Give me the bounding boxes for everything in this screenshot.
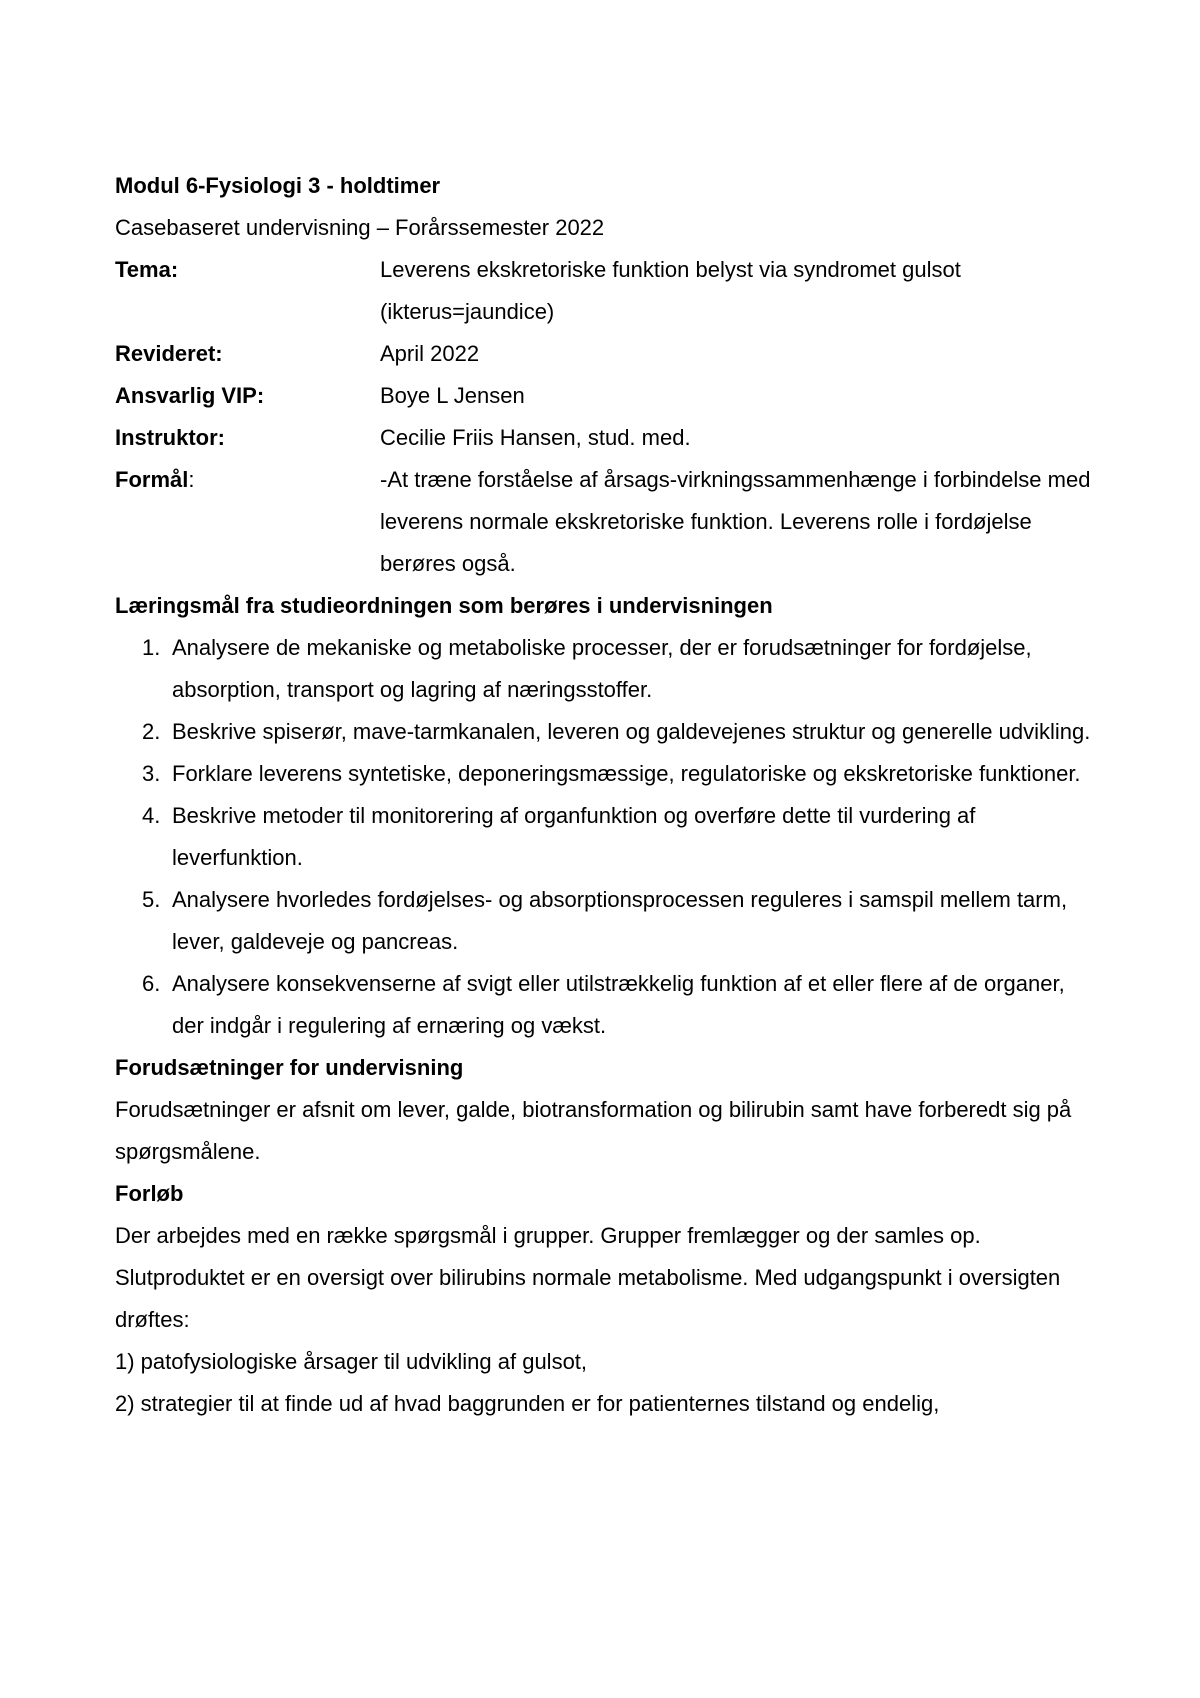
- goal-item-4: [115, 795, 1095, 879]
- goal-text: Beskrive spiserør, mave-tarmkanalen, leveren og galdevejenes struktur og generelle udvikling.: [172, 719, 1091, 744]
- meta-label-tema: Tema:: [115, 257, 179, 282]
- meta-label-revideret: Revideret:: [115, 341, 223, 366]
- meta-label-instruktor: Instruktor:: [115, 425, 225, 450]
- goal-text: Analysere hvorledes fordøjelses- og absorptionsprocessen reguleres i samspil mellem tarm, lever, galdeveje og pancreas.: [172, 887, 1068, 954]
- goal-number: 6.: [142, 971, 161, 996]
- course-item-2: 2) strategier til at finde ud af hvad baggrunden er for patienternes tilstand og endelig,: [115, 1391, 940, 1416]
- meta-value-revideret: April 2022: [380, 341, 480, 366]
- meta-row-tema: [115, 249, 1095, 333]
- goal-number: 2.: [142, 719, 161, 744]
- goal-text: Forklare leverens syntetiske, deponeringsmæssige, regulatoriske og ekskretoriske funktioner.: [172, 761, 1081, 786]
- meta-value-instruktor: Cecilie Friis Hansen, stud. med.: [380, 425, 691, 450]
- goal-item-1: [115, 627, 1095, 711]
- meta-label-formaal: [115, 459, 380, 585]
- goal-number: 5.: [142, 887, 161, 912]
- goals-list: [115, 627, 1095, 1047]
- goal-number: 4.: [142, 803, 161, 828]
- meta-row-formaal: [115, 459, 1095, 585]
- meta-value-formaal: -At træne forståelse af årsags-virkningssammenhænge i forbindelse med leverens normale ekskretoriske funktion. Leverens rolle i fordøjelse berøres også.: [380, 467, 1091, 576]
- document-title: Modul 6-Fysiologi 3 - holdtimer: [115, 173, 441, 198]
- meta-value-vip: Boye L Jensen: [380, 383, 525, 408]
- goal-number: 3.: [142, 761, 161, 786]
- course-text: Der arbejdes med en række spørgsmål i grupper. Grupper fremlægger og der samles op. Slutproduktet er en oversigt over bilirubins normale metabolisme. Med udgangspunkt i oversigten drøftes:: [115, 1223, 1061, 1332]
- goal-text: Analysere de mekaniske og metaboliske processer, der er forudsætninger for fordøjelse, absorption, transport og lagring af næringsstoffer.: [172, 635, 1032, 702]
- document-subtitle: Casebaseret undervisning – Forårssemester 2022: [115, 215, 605, 240]
- goal-item-3: [115, 753, 1095, 795]
- course-item-1: 1) patofysiologiske årsager til udvikling af gulsot,: [115, 1349, 588, 1374]
- goal-text: Analysere konsekvenserne af svigt eller utilstrækkelig funktion af et eller flere af de organer, der indgår i regulering af ernæring og vækst.: [172, 971, 1065, 1038]
- meta-label-vip: Ansvarlig VIP:: [115, 383, 265, 408]
- meta-label-formaal-word: Formål: [115, 467, 189, 492]
- course-heading: Forløb: [115, 1181, 184, 1206]
- goals-heading: Læringsmål fra studieordningen som berøres i undervisningen: [115, 593, 773, 618]
- goal-number: 1.: [142, 635, 161, 660]
- meta-label-formaal-colon: :: [188, 467, 195, 492]
- prereq-text: Forudsætninger er afsnit om lever, galde, biotransformation og bilirubin samt have forberedt sig på spørgsmålene.: [115, 1097, 1072, 1164]
- meta-row-revideret: [115, 333, 1095, 375]
- meta-value-tema: Leverens ekskretoriske funktion belyst via syndromet gulsot (ikterus=jaundice): [380, 257, 961, 324]
- document-body: [115, 165, 1095, 1425]
- goal-text: Beskrive metoder til monitorering af organfunktion og overføre dette til vurdering af leverfunktion.: [172, 803, 976, 870]
- goal-item-6: [115, 963, 1095, 1047]
- prereq-heading: Forudsætninger for undervisning: [115, 1055, 464, 1080]
- meta-row-vip: [115, 375, 1095, 417]
- goal-item-2: [115, 711, 1095, 753]
- meta-row-instruktor: [115, 417, 1095, 459]
- goal-item-5: [115, 879, 1095, 963]
